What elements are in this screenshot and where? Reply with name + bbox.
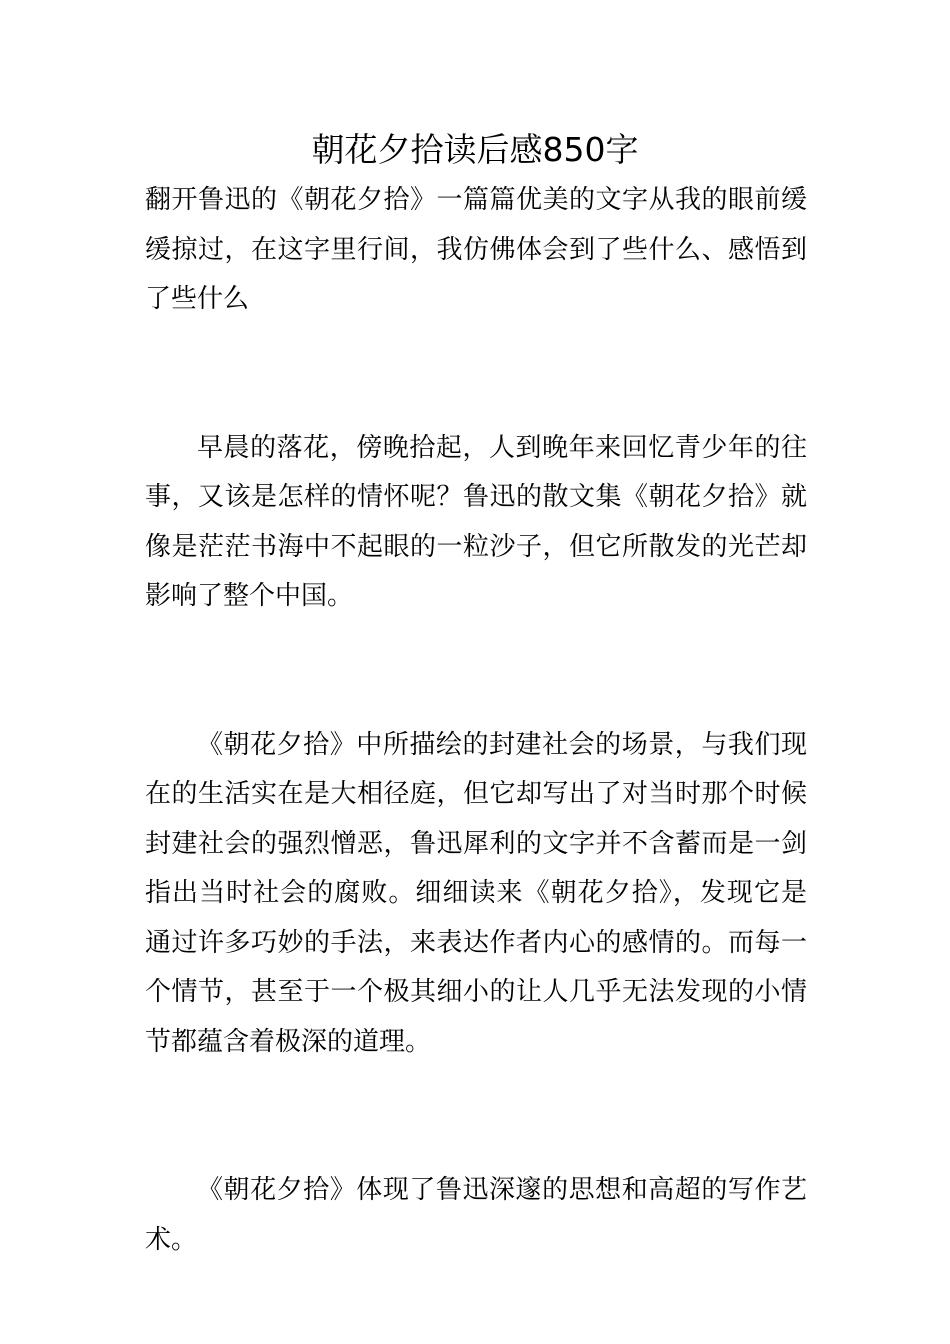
paragraph-1: 翻开鲁迅的《朝花夕拾》一篇篇优美的文字从我的眼前缓缓掠过，在这字里行间，我仿佛体会到了些什么、感悟到了些什么 [145, 185, 807, 314]
paragraph-spacer [145, 1067, 807, 1166]
paragraph-spacer [145, 325, 807, 424]
paragraph-3: 《朝花夕拾》中所描绘的封建社会的场景，与我们现在的生活实在是大相径庭，但它却写出了对当时那个时候封建社会的强烈憎恶，鲁迅犀利的文字并不含蓄而是一剑指出当时社会的腐败。细细读来《朝花夕拾》，发现它是通过许多巧妙的手法，来表达作者内心的感情的。而每一个情节，甚至于一个极其细小的让人几乎无法发现的小情节都蕴含着极深的道理。 [145, 729, 807, 1057]
paragraph-4: 《朝花夕拾》体现了鲁迅深邃的思想和高超的写作艺术。 [145, 1175, 807, 1255]
document-title: 朝花夕拾读后感850字 [311, 130, 639, 169]
paragraph-spacer [145, 622, 807, 721]
document-body [145, 176, 807, 1265]
paragraph-2: 早晨的落花，傍晚拾起，人到晚年来回忆青少年的往事，又该是怎样的情怀呢？鲁迅的散文集《朝花夕拾》就像是茫茫书海中不起眼的一粒沙子，但它所散发的光芒却影响了整个中国。 [145, 432, 807, 611]
